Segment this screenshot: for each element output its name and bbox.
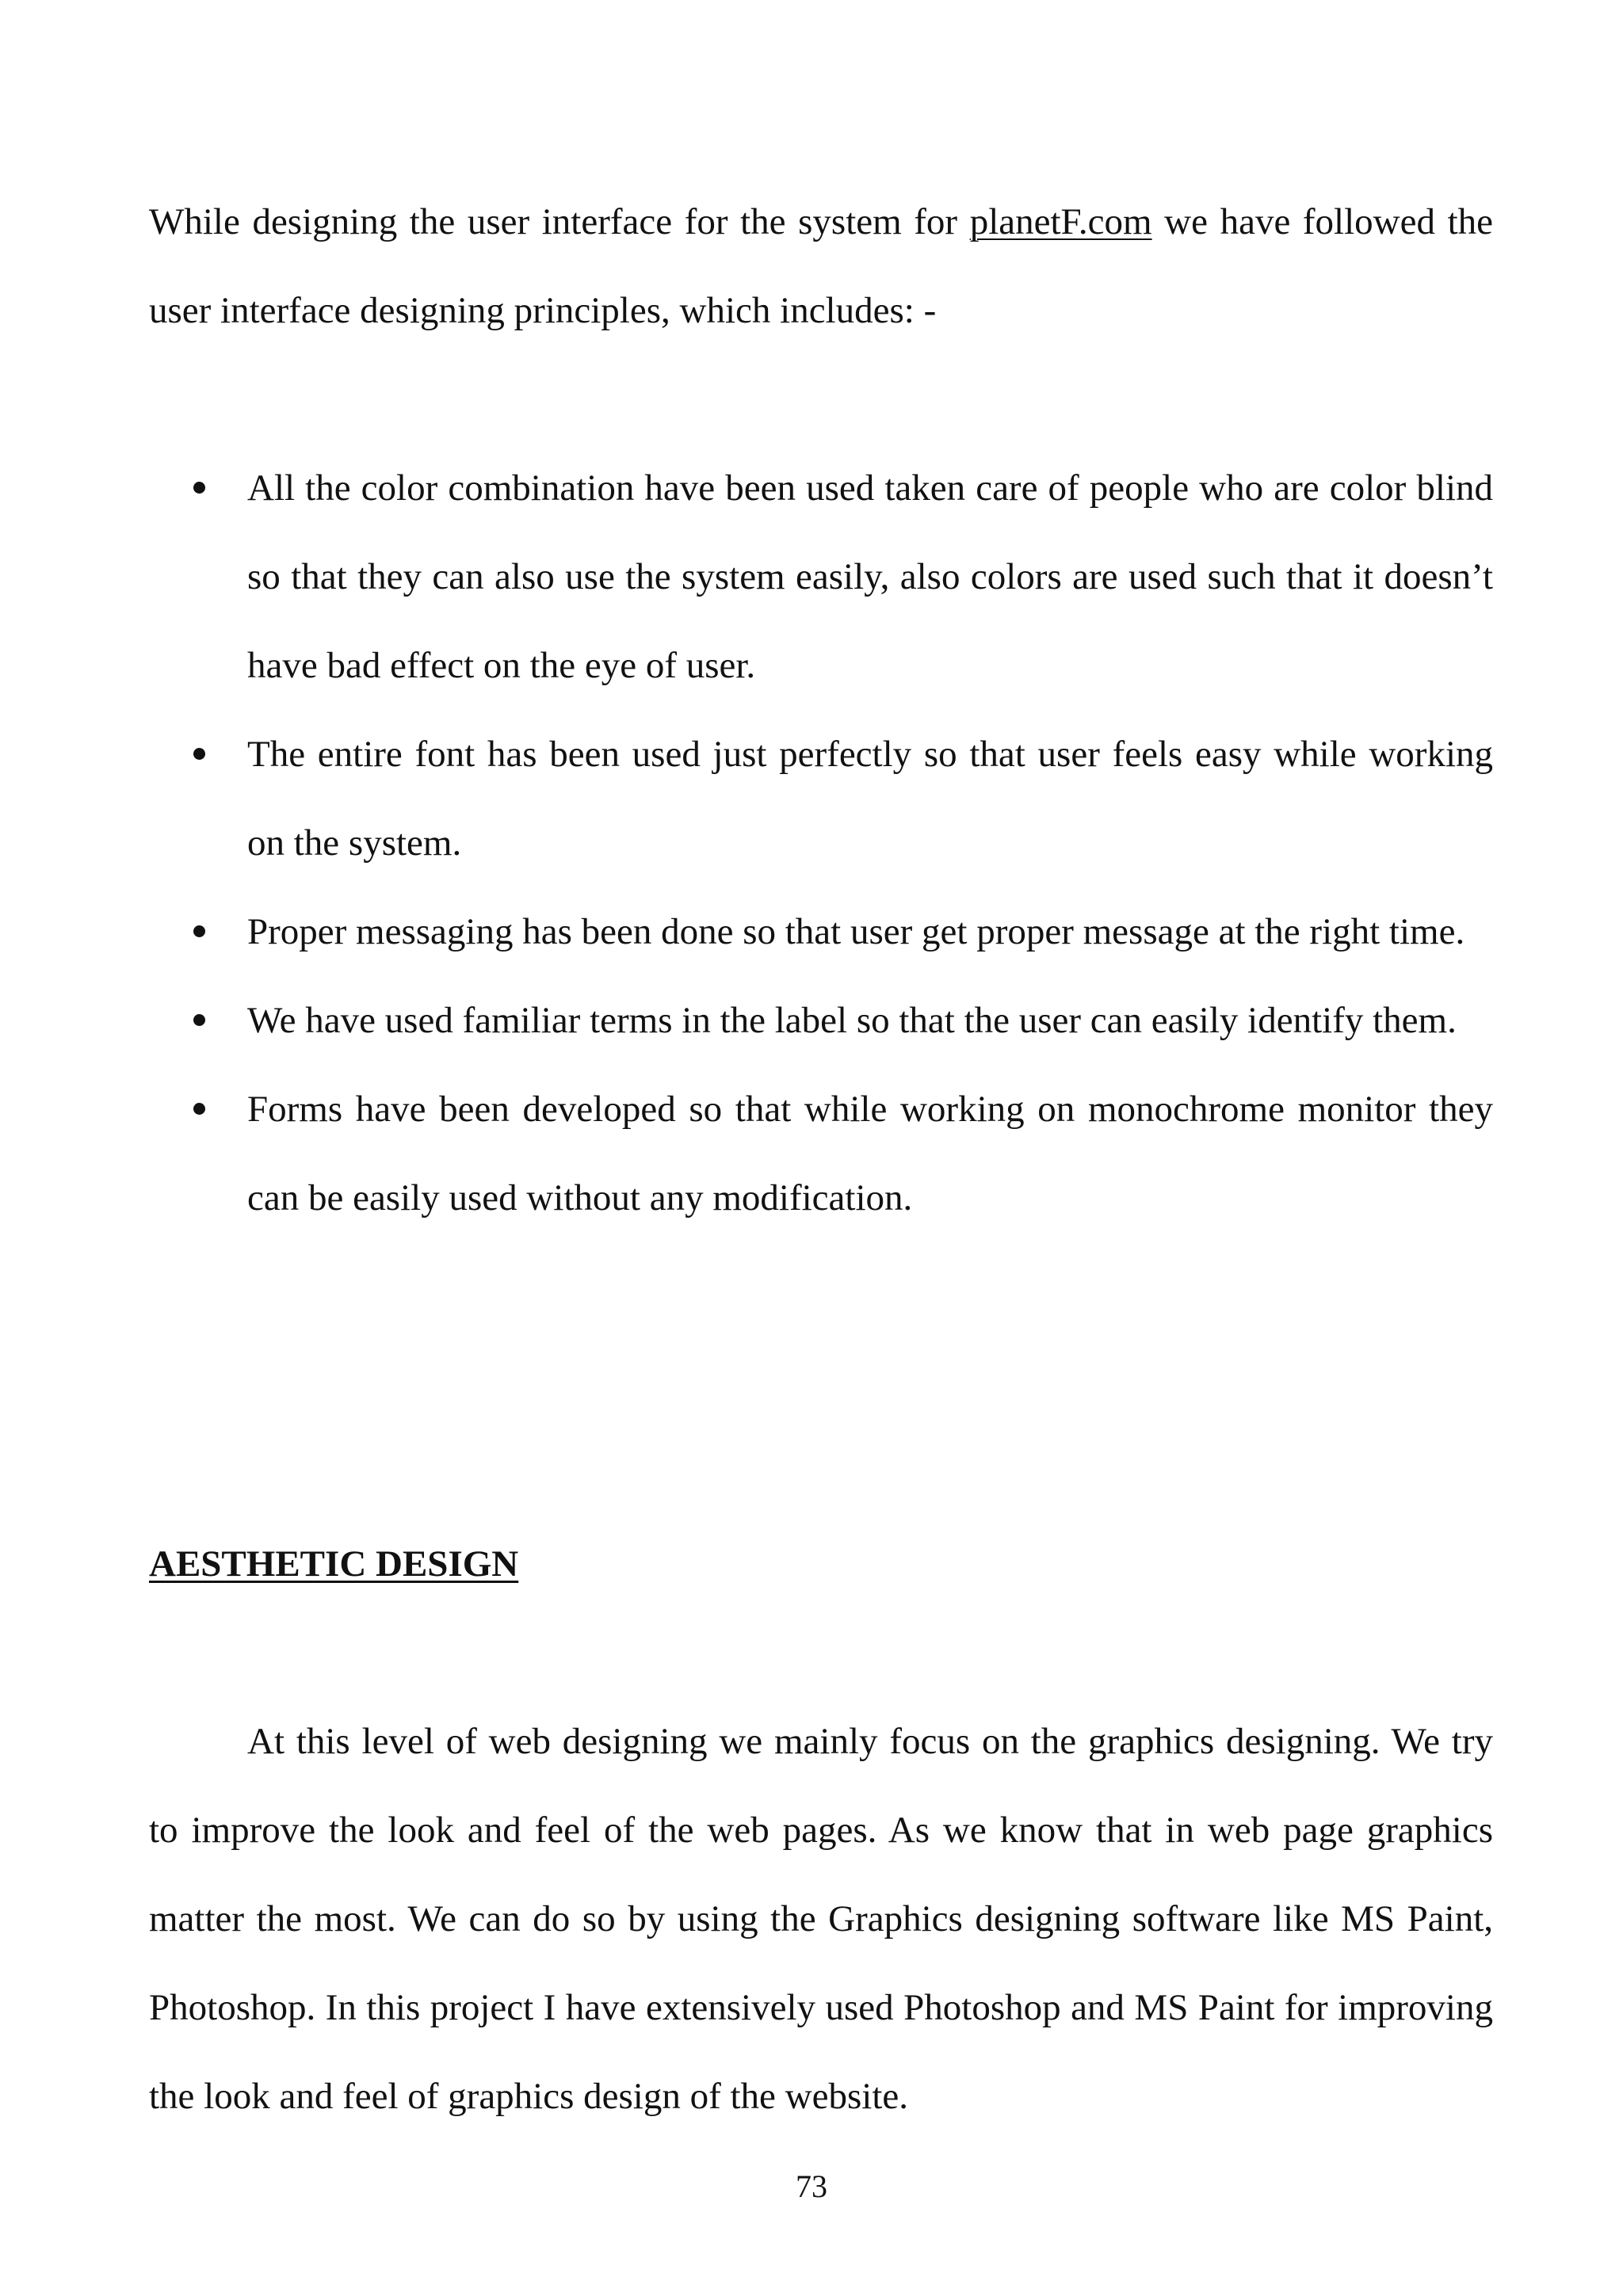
principle-forms-text: Forms have been developed so that while working on monochrome monitor they can be easily used without any modification. (247, 1089, 1493, 1219)
bullet-icon (193, 482, 205, 494)
page-number: 73 (796, 2168, 827, 2204)
aesthetic-design-heading: AESTHETIC DESIGN (149, 1543, 519, 1585)
design-principles-list (149, 444, 1493, 1242)
principle-font-item (149, 710, 1493, 887)
principle-terms-item (149, 976, 1493, 1065)
intro-paragraph (149, 177, 1493, 355)
principle-forms-item (149, 1065, 1493, 1242)
principle-messaging-text: Proper messaging has been done so that user get proper message at the right time. (247, 911, 1465, 952)
principle-messaging-item (149, 887, 1493, 976)
intro-text-before-link: While designing the user interface for the system for (149, 201, 970, 242)
principle-color-text: All the color combination have been used taken care of people who are color blind so that they can also use the system easily, also colors are used such that it doesn’t have bad effect on the eye of user. (247, 467, 1493, 686)
intro-text-after-link: we have followed the user interface designing principles, which includes: - (149, 201, 1493, 331)
principle-color-item (149, 444, 1493, 710)
principle-terms-text: We have used familiar terms in the label so that the user can easily identify them. (247, 1000, 1457, 1041)
bullet-icon (193, 748, 205, 760)
bullet-icon (193, 1103, 205, 1115)
principle-font-text: The entire font has been used just perfectly so that user feels easy while working on the system. (247, 734, 1493, 864)
aesthetic-design-paragraph: At this level of web designing we mainly focus on the graphics designing. We try to improve the look and feel of the web pages. As we know that in web page graphics matter the most. We can do so by using the Graphics designing software like MS Paint, Photoshop. In this project I have extensively used Photoshop and MS Paint for improving the look and feel of graphics design of the website. (149, 1721, 1493, 2117)
bullet-icon (193, 925, 205, 937)
bullet-icon (193, 1014, 205, 1026)
planetf-link[interactable]: planetF.com (969, 201, 1152, 242)
